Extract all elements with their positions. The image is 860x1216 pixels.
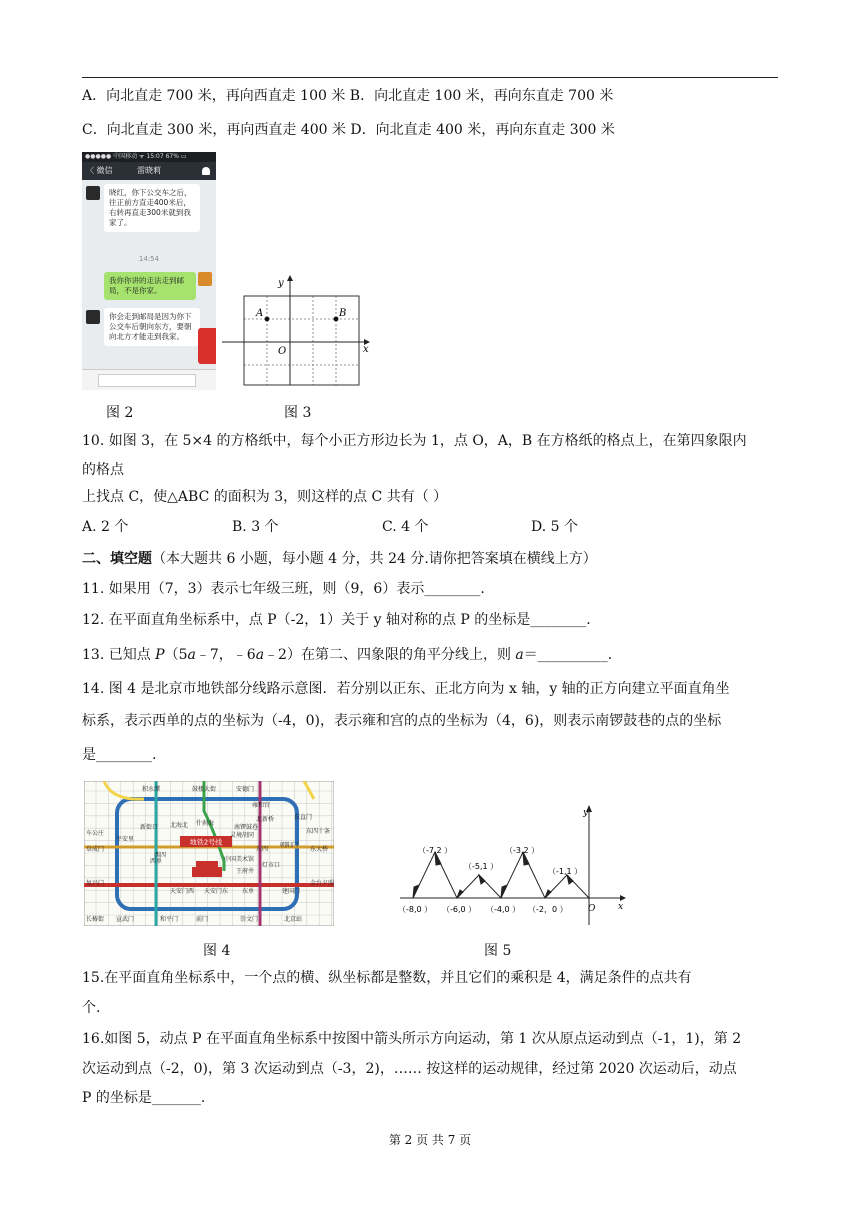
q10-option-c: C. 4 个 bbox=[382, 519, 429, 535]
q9-options-ab: A．向北直走 700 米，再向西直走 100 米 B．向北直走 100 米，再向东直走 700 米 bbox=[82, 88, 614, 104]
chat-message-2: 我你你讲的走法走到邮局，不是你家。 bbox=[104, 272, 196, 300]
q13 bbox=[82, 645, 612, 665]
map-station-label: 积水潭 bbox=[142, 786, 161, 793]
fig3-origin-label: O bbox=[278, 346, 287, 357]
fig5-label-top-3: （-3,2 ） bbox=[505, 846, 540, 855]
figure-2-caption: 图 2 bbox=[106, 405, 134, 421]
q15-line2: 个. bbox=[82, 1000, 101, 1016]
fig5-label-top-4: （-1,1 ） bbox=[548, 867, 583, 876]
figure-3-grid bbox=[218, 272, 372, 390]
q10-line2: 的格点 bbox=[82, 462, 124, 478]
chat-message-3: 你会走到邮局是因为你下公交车后朝向东方，要朝向北方才能走到我家。 bbox=[104, 308, 200, 346]
user-icon bbox=[202, 167, 210, 175]
q16-line2: 次运动到点（-2，0)，第 3 次运动到点（-3，2)，…… 按这样的运动规律，经过第 2020 次运动后，动点 bbox=[82, 1061, 737, 1077]
map-station-label: 复兴门 bbox=[86, 880, 105, 887]
map-station-label: 鼓楼大街 bbox=[192, 786, 217, 793]
fig3-point-b-label: B bbox=[339, 308, 347, 319]
map-station-label: 天安门东 bbox=[204, 888, 229, 895]
map-station-label: 中国美术馆 bbox=[224, 856, 255, 863]
avatar-contact bbox=[86, 186, 100, 200]
phone-status-bar: ●●●●● 中国移动 ᯤ 15:07 67% ▭ bbox=[82, 152, 216, 162]
avatar-self bbox=[198, 272, 212, 286]
map-station-label: 新街口 bbox=[140, 824, 159, 831]
q16-line3: P 的坐标是_______. bbox=[82, 1090, 206, 1106]
truck-decoration bbox=[198, 328, 216, 364]
figure-3-caption: 图 3 bbox=[284, 405, 312, 421]
header-rule bbox=[82, 77, 778, 78]
map-station-label: 天安门西 bbox=[170, 888, 195, 895]
q12: 12. 在平面直角坐标系中，点 P（-2，1）关于 y 轴对称的点 P 的坐标是________. bbox=[82, 612, 591, 628]
fig3-point-a-label: A bbox=[256, 308, 264, 319]
map-station-label: 雍和宫 bbox=[252, 802, 271, 809]
map-station-label: 西单 bbox=[150, 858, 163, 865]
chat-input-bar bbox=[82, 369, 216, 390]
map-station-label: 朝阳门 bbox=[280, 842, 299, 849]
map-station-label: 车公庄 bbox=[86, 830, 105, 837]
q13-a2: a bbox=[255, 647, 265, 663]
map-station-label: 建国门 bbox=[282, 888, 301, 895]
fig5-label-top-1: （-7,2 ） bbox=[418, 846, 453, 855]
chat-timestamp: 14:54 bbox=[138, 255, 160, 263]
fig5-origin-label: O bbox=[588, 904, 596, 914]
map-station-label: 什刹海 bbox=[196, 820, 215, 827]
fig5-x-label: x bbox=[618, 902, 624, 912]
chat-title-bar bbox=[82, 162, 216, 180]
map-station-label: 宣武门 bbox=[116, 916, 135, 923]
map-station-label: 长椿街 bbox=[86, 916, 105, 923]
map-station-label: 和平门 bbox=[160, 916, 179, 923]
map-station-label: 金台夕照 bbox=[310, 880, 334, 887]
fig5-label-bottom-1: （-8,0 ） bbox=[398, 905, 433, 914]
map-station-label: 东四 bbox=[256, 846, 269, 853]
q14-line2: 标系，表示西单的点的坐标为（-4，0)，表示雍和宫的点的坐标为（4，6)，则表示南锣鼓巷的点的坐标 bbox=[82, 713, 722, 729]
q10-option-d: D. 5 个 bbox=[531, 519, 578, 535]
q13-a1: a bbox=[187, 647, 196, 663]
figure-4-caption: 图 4 bbox=[203, 943, 231, 959]
fig3-x-label: x bbox=[363, 344, 369, 355]
q13-mid: （5 bbox=[164, 647, 188, 663]
q10-line3: 上找点 C，使△ABC 的面积为 3，则这样的点 C 共有（ ） bbox=[82, 489, 448, 505]
map-station-label: 北京站 bbox=[284, 916, 303, 923]
map-station-label: 北新桥 bbox=[256, 816, 275, 823]
q16-line1: 16.如图 5，动点 P 在平面直角坐标系中按图中箭头所示方向运动，第 1 次从原点运动到点（-1，1)，第 2 bbox=[82, 1031, 742, 1047]
map-station-label: 安德门 bbox=[236, 786, 255, 793]
q9-options-cd: C．向北直走 300 米，再向西直走 400 米 D．向北直走 400 米，再向东直走 300 米 bbox=[82, 122, 615, 138]
map-station-label: 东四十条 bbox=[306, 828, 331, 835]
q10-option-b: B. 3 个 bbox=[232, 519, 279, 535]
map-station-label: 崇文门 bbox=[240, 916, 259, 923]
q11: 11. 如果用（7，3）表示七年级三班，则（9，6）表示________. bbox=[82, 581, 485, 597]
map-station-label: 王府井 bbox=[236, 868, 255, 875]
contact-name: 雷晓莉 bbox=[137, 166, 161, 175]
fig5-y-label: y bbox=[583, 808, 589, 818]
map-station-label: 东直门 bbox=[294, 814, 313, 821]
q10-option-a: A. 2 个 bbox=[82, 519, 129, 535]
map-station-label: 东单 bbox=[242, 888, 255, 895]
figure-2-chat-screenshot bbox=[82, 152, 216, 390]
map-station-label: 灯市口 bbox=[262, 862, 281, 869]
q13-mid3: ﹣2）在第二、四象限的角平分线上，则 bbox=[264, 647, 516, 663]
map-station-label: 灵境胡同 bbox=[230, 832, 255, 839]
section-2-title: 二、填空题 bbox=[82, 551, 152, 567]
q13-post: ＝__________. bbox=[523, 647, 613, 663]
figure-5-caption: 图 5 bbox=[484, 943, 512, 959]
q14-line1: 14. 图 4 是北京市地铁部分线路示意图．若分别以正东、正北方向为 x 轴，y 轴的正方向建立平面直角坐 bbox=[82, 681, 730, 697]
chat-input-box bbox=[98, 374, 196, 387]
q10-line1: 10. 如图 3，在 5×4 的方格纸中，每个小正方形边长为 1，点 O，A，B 在方格纸的格点上，在第四象限内 bbox=[82, 433, 747, 449]
q14-line3: 是________. bbox=[82, 747, 157, 763]
map-station-label: 阜成门 bbox=[86, 846, 105, 853]
fig5-label-bottom-2: （-6,0 ） bbox=[442, 905, 477, 914]
avatar-contact-2 bbox=[86, 310, 100, 324]
section-2-heading bbox=[82, 549, 597, 569]
map-station-label: 前门 bbox=[196, 916, 209, 923]
fig5-label-top-2: （-5,1 ） bbox=[464, 862, 499, 871]
chat-message-1: 晓红，你下公交车之后，往正前方直走400米后，右转再直走300米就到我家了。 bbox=[104, 184, 200, 232]
map-station-label: 南锣鼓巷 bbox=[234, 824, 259, 831]
q15-line1: 15.在平面直角坐标系中，一个点的横、纵坐标都是整数，并且它们的乘积是 4，满足条件的点共有 bbox=[82, 970, 692, 986]
q13-pre: 13. 已知点 bbox=[82, 647, 156, 663]
figure-4-subway-map bbox=[84, 781, 334, 926]
q13-a3: a bbox=[515, 647, 524, 663]
q13-mid2: ﹣7，﹣6 bbox=[195, 647, 256, 663]
map-station-label: 平安里 bbox=[116, 836, 135, 843]
back-link: 〈 微信 bbox=[86, 166, 113, 175]
map-station-label: 北海北 bbox=[170, 822, 189, 829]
map-line-title: 地铁2号线 bbox=[189, 838, 223, 847]
section-2-desc: （本大题共 6 小题，每小题 4 分，共 24 分.请你把答案填在横线上方） bbox=[152, 551, 597, 567]
page-footer: 第 2 页 共 7 页 bbox=[388, 1133, 472, 1147]
map-station-label: 西四 bbox=[154, 852, 167, 859]
figure-5-motion-path bbox=[398, 797, 628, 927]
fig3-y-label: y bbox=[278, 278, 284, 289]
q13-p: P bbox=[155, 647, 165, 663]
map-station-label: 东大桥 bbox=[310, 846, 329, 853]
fig5-label-bottom-4: （-2，0 ） bbox=[528, 905, 568, 914]
fig5-label-bottom-3: （-4,0 ） bbox=[486, 905, 521, 914]
